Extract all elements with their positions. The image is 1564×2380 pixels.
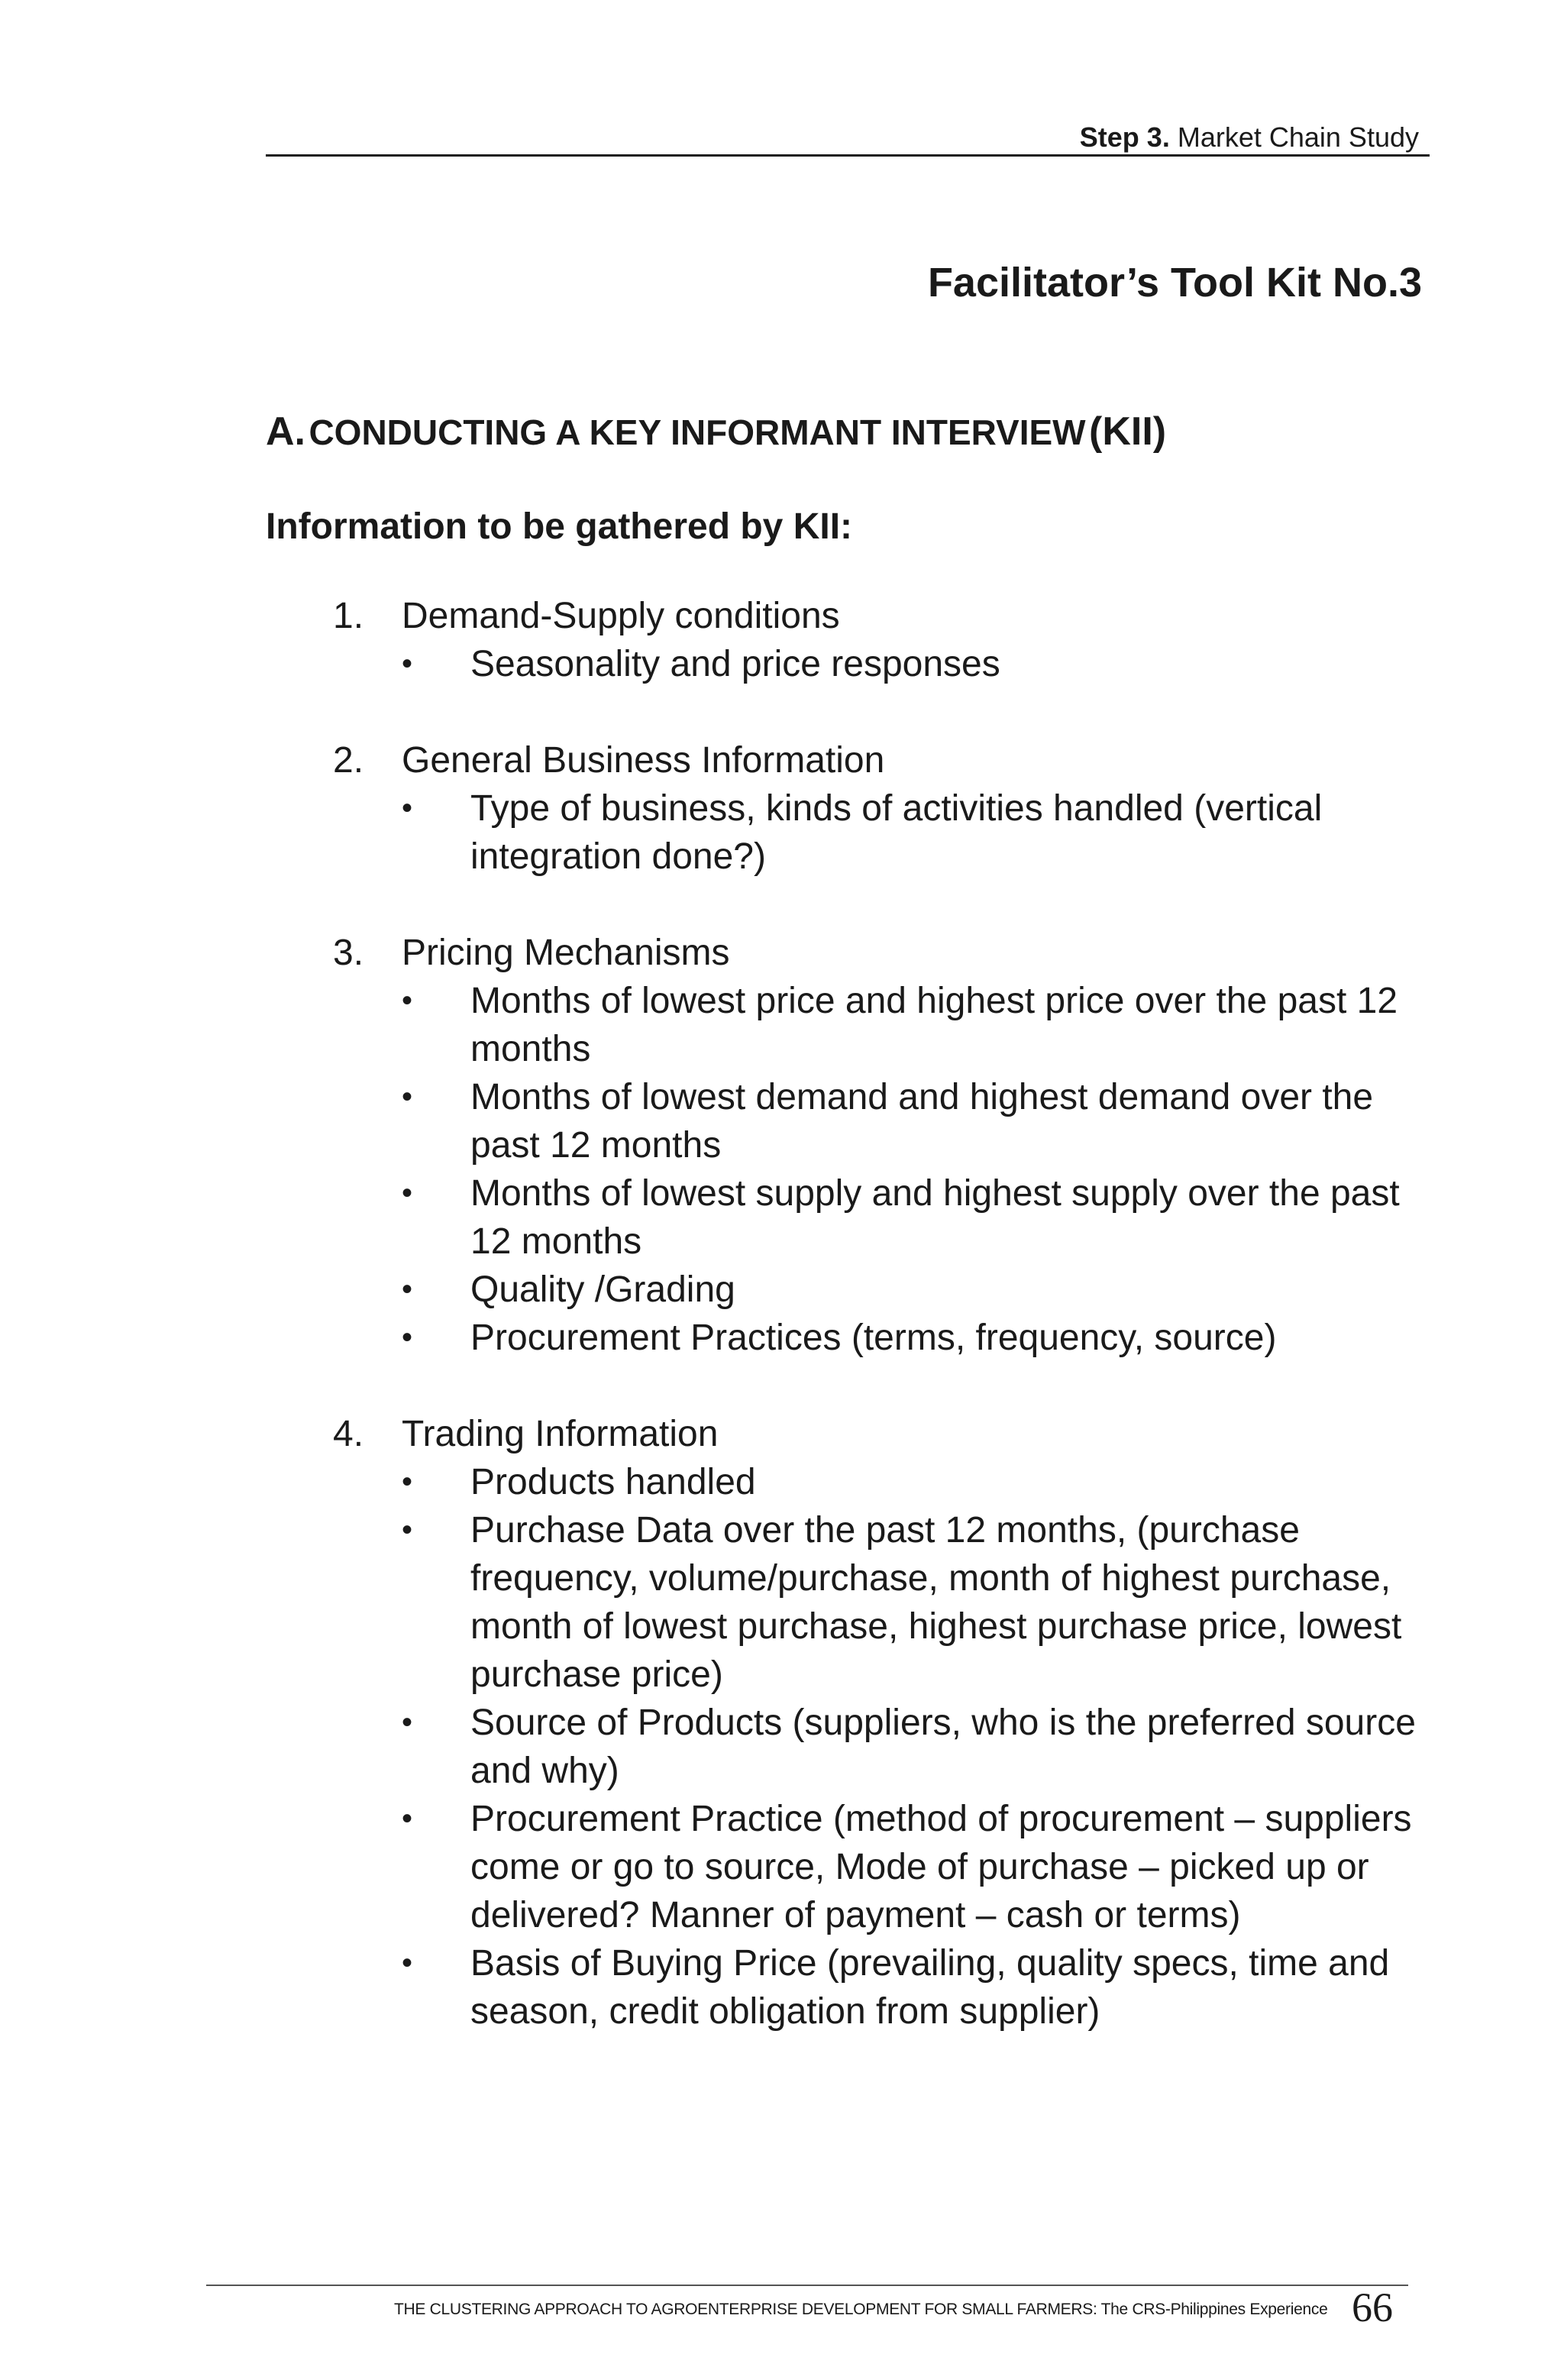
bullet-icon: • (402, 1802, 413, 1835)
footer-divider (206, 2285, 1408, 2286)
bullet-text: Procurement Practice (method of procurement – suppliers come or go to source, Mode of purchase – picked up or delivered? Manner of payment – cash or terms) (470, 1799, 1412, 1935)
bullet-text: Months of lowest price and highest price over the past 12 months (470, 981, 1398, 1069)
bullet-text: Quality /Grading (470, 1269, 735, 1310)
bullet-icon: • (402, 1946, 413, 1980)
bullet-list (266, 977, 1442, 1362)
footer-title: THE CLUSTERING APPROACH TO AGROENTERPRISE DEVELOPMENT FOR SMALL FARMERS: The CRS-Philippines Experience (394, 2301, 1328, 2318)
bullet-icon: • (402, 1080, 413, 1114)
bullet-list (266, 784, 1442, 881)
bullet-icon: • (402, 1272, 413, 1306)
step-label: Step 3. (1079, 121, 1170, 153)
bullet-item (266, 640, 1442, 688)
list-item (266, 929, 1442, 1362)
bullet-text: Months of lowest demand and highest demand over the past 12 months (470, 1077, 1374, 1166)
bullet-text: Procurement Practices (terms, frequency, source) (470, 1318, 1277, 1358)
list-item-heading (266, 736, 1442, 784)
bullet-text: Type of business, kinds of activities handled (vertical integration done?) (470, 788, 1323, 877)
list-item-number: 4. (333, 1414, 364, 1454)
list-item-number: 3. (333, 933, 364, 973)
bullet-item (266, 1795, 1442, 1939)
bullet-icon: • (402, 1513, 413, 1547)
list-item (266, 592, 1442, 688)
running-header-text (1080, 122, 1419, 153)
bullet-text: Months of lowest supply and highest supply over the past 12 months (470, 1173, 1400, 1262)
page-number: 66 (1352, 2285, 1393, 2330)
section-abbreviation: (KII) (1089, 409, 1167, 454)
bullet-text: Basis of Buying Price (prevailing, quality specs, time and season, credit obligation from supplier) (470, 1943, 1390, 2032)
list-item-number: 2. (333, 740, 364, 781)
bullet-item (266, 1506, 1442, 1699)
list-item-title: General Business Information (402, 740, 885, 781)
bullet-text: Seasonality and price responses (470, 644, 1000, 684)
bullet-icon: • (402, 647, 413, 681)
bullet-item (266, 1699, 1442, 1795)
list-item (266, 1410, 1442, 2036)
bullet-item (266, 784, 1442, 881)
bullet-item (266, 977, 1442, 1073)
step-title: Market Chain Study (1177, 121, 1419, 153)
list-item-number: 1. (333, 596, 364, 636)
bullet-item (266, 1458, 1442, 1506)
bullet-icon: • (402, 1321, 413, 1354)
bullet-item (266, 1939, 1442, 2036)
list-item-heading (266, 592, 1442, 640)
list-item-title: Pricing Mechanisms (402, 933, 730, 973)
list-item (266, 736, 1442, 881)
information-list (266, 592, 1442, 2084)
bullet-item (266, 1169, 1442, 1266)
section-title: CONDUCTING A KEY INFORMANT INTERVIEW (309, 412, 1086, 452)
bullet-list (266, 640, 1442, 688)
bullet-item (266, 1266, 1442, 1314)
list-item-heading (266, 1410, 1442, 1458)
bullet-icon: • (402, 791, 413, 825)
bullet-icon: • (402, 1176, 413, 1210)
bullet-icon: • (402, 1706, 413, 1739)
bullet-item (266, 1314, 1442, 1362)
intro-heading: Information to be gathered by KII: (266, 506, 853, 547)
bullet-text: Purchase Data over the past 12 months, (purchase frequency, volume/purchase, month of highest purchase, month of lowest purchase, highest purchase price, lowest purchase price) (470, 1510, 1402, 1695)
list-item-title: Demand-Supply conditions (402, 596, 840, 636)
bullet-item (266, 1073, 1442, 1169)
section-letter: A. (266, 409, 305, 454)
bullet-icon: • (402, 984, 413, 1017)
bullet-list (266, 1458, 1442, 2036)
list-item-title: Trading Information (402, 1414, 719, 1454)
toolkit-title: Facilitator’s Tool Kit No.3 (927, 260, 1422, 306)
bullet-text: Products handled (470, 1462, 756, 1502)
list-item-heading (266, 929, 1442, 977)
section-heading (266, 405, 1166, 468)
bullet-text: Source of Products (suppliers, who is the preferred source and why) (470, 1703, 1416, 1791)
bullet-icon: • (402, 1465, 413, 1499)
running-header (266, 116, 1430, 157)
